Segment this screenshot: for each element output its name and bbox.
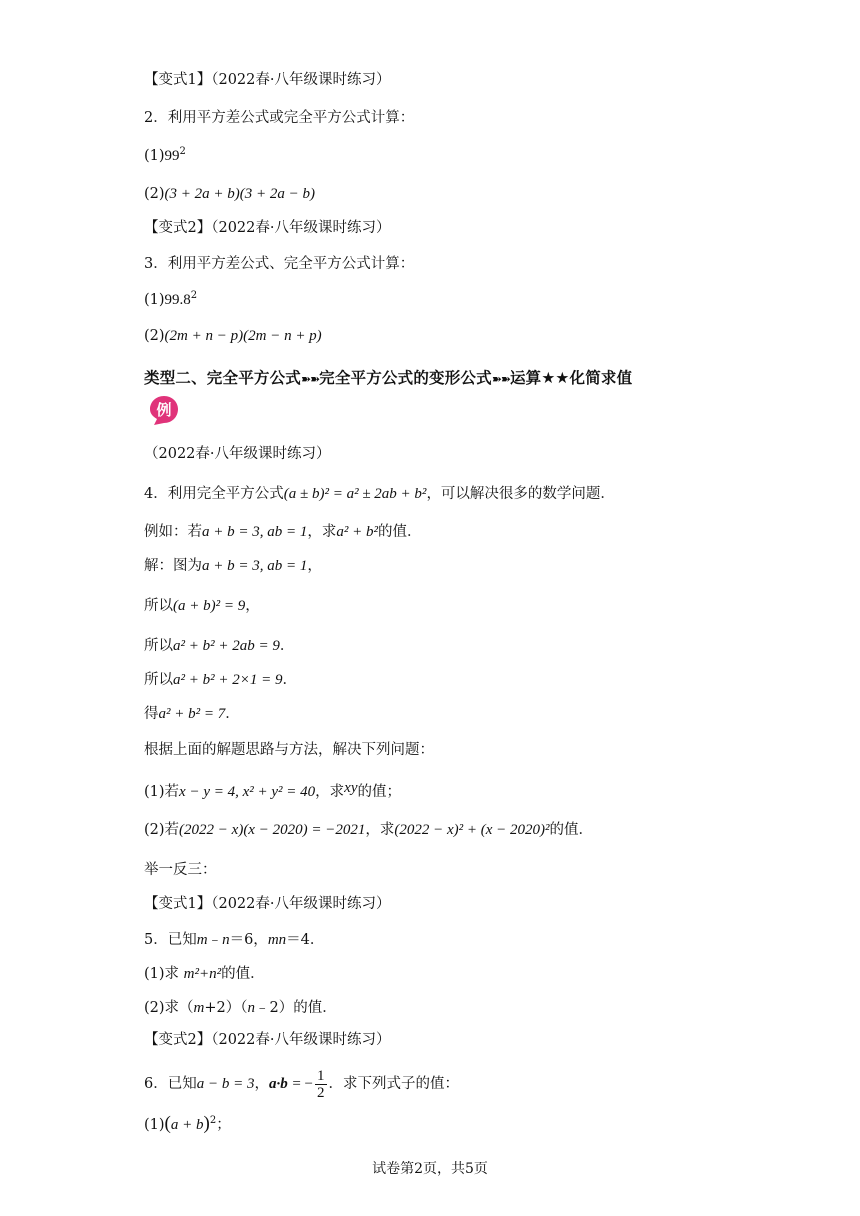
double-arrow-icon: ➽➽ bbox=[301, 372, 320, 386]
question-6 bbox=[144, 1066, 459, 1102]
math-expr: (2m + n − p)(2m − n + p) bbox=[164, 328, 322, 344]
text: 的值． bbox=[221, 966, 265, 982]
text: (2)求（ bbox=[144, 1000, 194, 1016]
math-expr: a² + b² + 2×1 = 9 bbox=[173, 672, 283, 688]
math-expr: x − y = 4, x² + y² = 40 bbox=[179, 784, 316, 800]
example-source: （2022春·八年级课时练习） bbox=[144, 446, 331, 462]
variant-1-header: 【变式1】（2022春·八年级课时练习） bbox=[144, 72, 391, 88]
math-expr: a − b = 3 bbox=[196, 1076, 255, 1092]
text: (2)若 bbox=[144, 822, 180, 838]
text: ，可以解决很多的数学问题． bbox=[426, 486, 615, 502]
variant-1-header-2: 【变式1】（2022春·八年级课时练习） bbox=[144, 896, 391, 912]
step-3 bbox=[144, 670, 297, 690]
text: 所以 bbox=[144, 638, 173, 654]
math-expr: (2022 − x)² + (x − 2020)² bbox=[394, 822, 550, 838]
question-5-part-2 bbox=[144, 998, 337, 1018]
text: 的值． bbox=[549, 822, 593, 838]
question-3-part-2 bbox=[144, 326, 322, 346]
text: ＝4． bbox=[286, 932, 325, 948]
text: ， bbox=[245, 598, 260, 614]
math-var: m bbox=[193, 1000, 205, 1016]
question-2: 2．利用平方差公式或完全平方公式计算： bbox=[144, 110, 415, 126]
badge-text: 例 bbox=[156, 401, 172, 419]
question-5-part-1 bbox=[144, 964, 265, 984]
text: 所以 bbox=[144, 672, 173, 688]
example-badge-icon bbox=[148, 394, 180, 426]
math-expr: 99.8 bbox=[164, 292, 191, 308]
problem-1 bbox=[144, 778, 401, 802]
part-label: (1) bbox=[144, 1117, 165, 1133]
text: ，求 bbox=[365, 822, 395, 838]
math-expr: a + b = 3, ab = 1 bbox=[202, 524, 308, 540]
solution-line bbox=[144, 556, 322, 576]
part-label: (1) bbox=[144, 148, 165, 164]
text: ． bbox=[279, 638, 295, 654]
text: ，求 bbox=[315, 784, 345, 800]
text: 所以 bbox=[144, 598, 173, 614]
math-expr: a² + b² + 2ab = 9 bbox=[173, 638, 280, 654]
text: (1)若 bbox=[144, 784, 180, 800]
text: ． bbox=[282, 672, 297, 688]
fraction bbox=[315, 1068, 327, 1101]
text: ．求下列式子的值： bbox=[328, 1076, 460, 1092]
text: ， bbox=[307, 558, 322, 574]
text: 4．利用完全平方公式 bbox=[144, 486, 284, 502]
example-line bbox=[144, 522, 422, 542]
math-expr: (3 + 2a + b)(3 + 2a − b) bbox=[164, 186, 316, 202]
text: ． bbox=[225, 706, 240, 722]
math-expr: (2022 − x)(x − 2020) = −2021 bbox=[179, 822, 366, 838]
text: ， bbox=[254, 1076, 269, 1092]
math-expr: a + b = 3, ab = 1 bbox=[202, 558, 308, 574]
text: ﹣2）的值． bbox=[255, 1000, 337, 1016]
math-expr: xy bbox=[344, 780, 358, 796]
math-expr: a·b bbox=[268, 1076, 288, 1092]
text: 的值． bbox=[378, 524, 422, 540]
math-expr: = − bbox=[292, 1076, 314, 1092]
fraction-denominator: 2 bbox=[317, 1084, 325, 1101]
text: 5．已知 bbox=[144, 932, 197, 948]
question-2-part-1: $(1)99^2$ bbox=[144, 146, 186, 164]
text: 6．已知 bbox=[144, 1076, 197, 1092]
question-3-part-1: (1)99.8$^2$ bbox=[144, 290, 198, 308]
math-expr: m²+n² bbox=[183, 966, 222, 982]
variant-2-header: 【变式2】（2022春·八年级课时练习） bbox=[144, 220, 391, 236]
section-heading bbox=[144, 366, 632, 388]
text: 得 bbox=[144, 706, 159, 722]
math-var: m bbox=[196, 932, 208, 948]
step-2 bbox=[144, 636, 294, 656]
part-label: (2) bbox=[144, 328, 165, 344]
math-var: mn bbox=[267, 932, 287, 948]
math-expr: (a ± b)² = a² ± 2ab + b² bbox=[283, 486, 427, 502]
text: (1)求 bbox=[144, 966, 184, 982]
fraction-numerator: 1 bbox=[317, 1067, 325, 1084]
double-arrow-icon: ➽➽ bbox=[491, 372, 510, 386]
part-label: (2) bbox=[144, 186, 165, 202]
math-var: n bbox=[222, 932, 230, 948]
variant-2-header-2: 【变式2】（2022春·八年级课时练习） bbox=[144, 1032, 391, 1048]
math-expr: a² + b² = 7 bbox=[158, 706, 226, 722]
math-expr: 99 bbox=[164, 148, 180, 164]
text: ＝6， bbox=[229, 932, 268, 948]
method-instruction: 根据上面的解题思路与方法，解决下列问题： bbox=[144, 742, 434, 758]
part-label: (1) bbox=[144, 292, 165, 308]
text: ﹣ bbox=[207, 932, 223, 948]
text: ，求 bbox=[307, 524, 337, 540]
question-3: 3．利用平方差公式、完全平方公式计算： bbox=[144, 256, 415, 272]
math-var: n bbox=[247, 1000, 256, 1016]
problem-2 bbox=[144, 820, 593, 840]
practice-label: 举一反三： bbox=[144, 862, 217, 878]
step-1 bbox=[144, 596, 260, 616]
math-expr: a + b bbox=[170, 1117, 204, 1133]
question-2-part-2 bbox=[144, 184, 315, 204]
question-4 bbox=[144, 484, 615, 504]
question-5 bbox=[144, 930, 324, 950]
text: 的值； bbox=[357, 784, 401, 800]
page-footer: 试卷第2页，共5页 bbox=[372, 1161, 488, 1177]
heading-part-2: 完全平方公式的变形公式 bbox=[319, 369, 492, 387]
math-expr: (a + b)² = 9 bbox=[173, 598, 246, 614]
text: 例如：若 bbox=[144, 524, 202, 540]
math-expr: a² + b² bbox=[336, 524, 378, 540]
heading-part-1: 类型二、完全平方公式 bbox=[144, 369, 302, 387]
heading-part-3: 运算★★化简求值 bbox=[509, 369, 633, 387]
text: 解：图为 bbox=[144, 558, 202, 574]
question-6-part-1: $(1)(a + b)^2$； bbox=[144, 1113, 231, 1134]
text: +2）（ bbox=[204, 1000, 248, 1016]
step-result bbox=[144, 704, 240, 724]
text: ； bbox=[216, 1117, 231, 1133]
